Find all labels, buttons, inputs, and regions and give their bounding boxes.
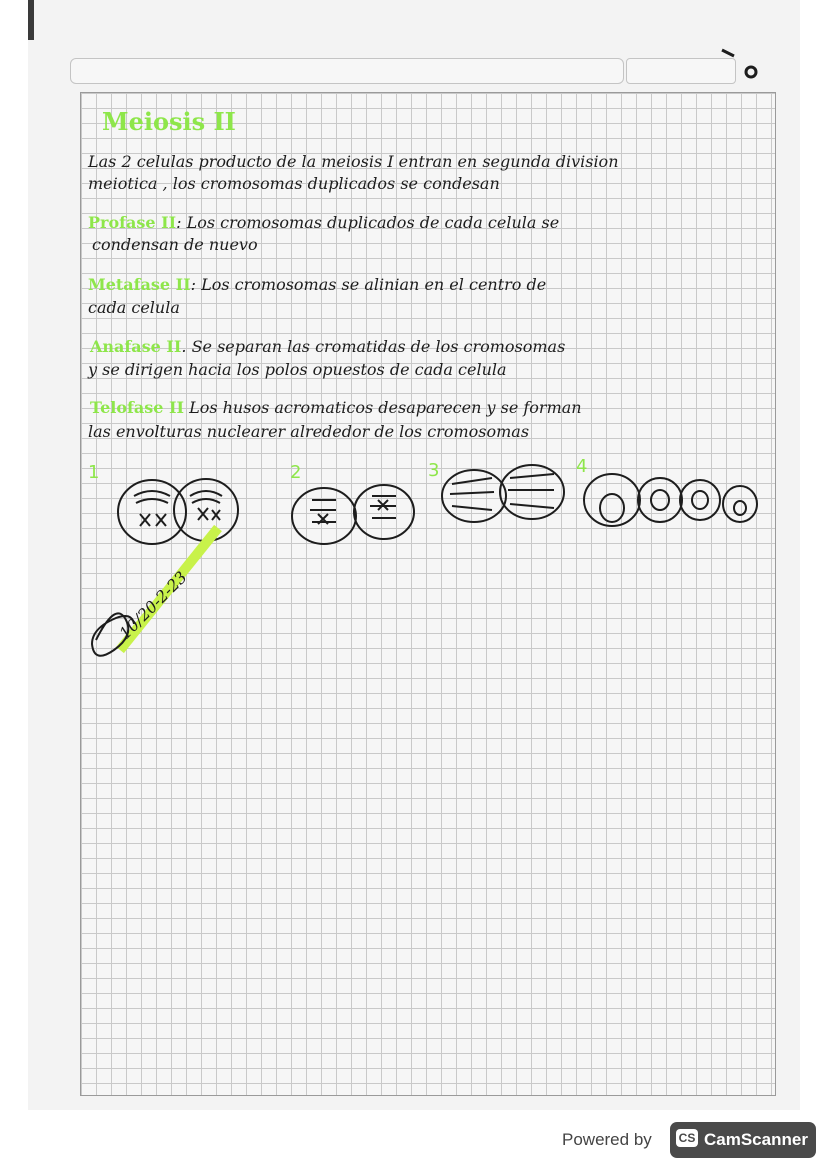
stage-1-cells — [118, 479, 238, 544]
anafase-line-1: Anafase II. Se separan las cromatidas de los cromosomas — [90, 337, 566, 356]
powered-by-label: Powered by — [562, 1130, 652, 1149]
camscanner-logo-name: CamScanner — [704, 1130, 808, 1149]
metafase-label: Metafase II — [88, 275, 191, 294]
intro-line-1: Las 2 celulas producto de la meiosis I entran en segunda division — [88, 152, 619, 171]
diagram-number-1: 1 — [88, 462, 100, 483]
intro-line-2: meiotica , los cromosomas duplicados se condesan — [88, 174, 500, 193]
stage-3-cells — [442, 465, 564, 522]
page-title: Meiosis II — [102, 107, 236, 136]
profase-line-2: condensan de nuevo — [92, 235, 258, 254]
diagram-number-2: 2 — [290, 462, 302, 483]
diagram-number-3: 3 — [428, 460, 440, 481]
metafase-line-2: cada celula — [88, 298, 180, 317]
telofase-line-1: Telofase II Los husos acromaticos desaparecen y se forman — [90, 398, 582, 417]
stage-2-cells — [292, 485, 414, 544]
stage-4-cells — [584, 474, 757, 526]
signature-date: 10/20-2-23 — [115, 567, 191, 643]
anafase-label: Anafase II — [90, 337, 182, 356]
telofase-line-2: las envolturas nuclearer alrededor de los cromosomas — [88, 422, 530, 441]
metafase-line-1: Metafase II: Los cromosomas se alinian en el centro de — [88, 275, 547, 294]
corner-marks — [722, 50, 756, 77]
profase-label: Profase II — [88, 213, 177, 232]
diagram-number-4: 4 — [576, 456, 588, 477]
camscanner-logo-badge: CS — [676, 1129, 698, 1147]
profase-line-1: Profase II: Los cromosomas duplicados de cada celula se — [88, 213, 560, 232]
telofase-label: Telofase II — [90, 398, 184, 417]
anafase-line-2: y se dirigen hacia los polos opuestos de cada celula — [88, 360, 507, 379]
